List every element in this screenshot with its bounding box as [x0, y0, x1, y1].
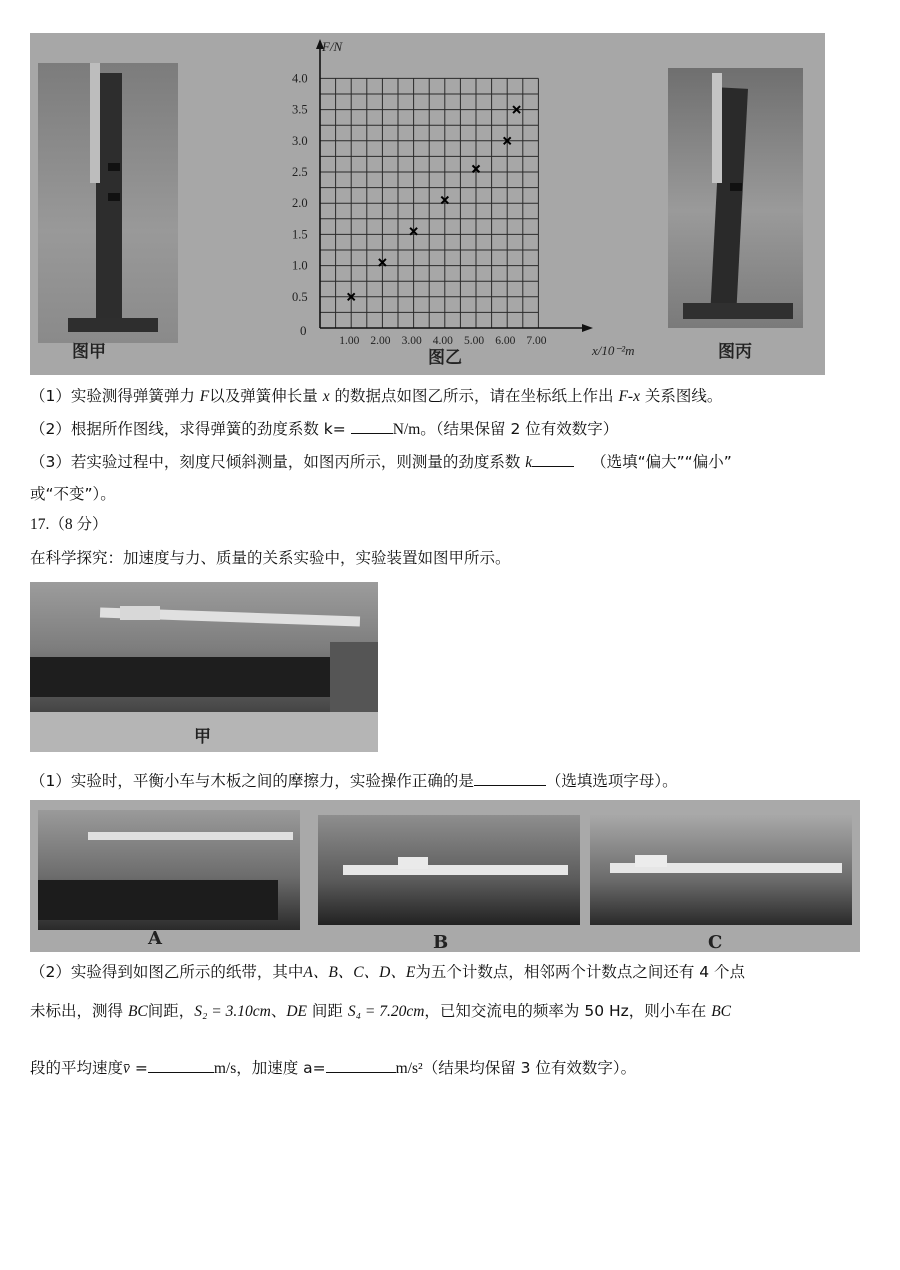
q17-part2-line2: 未标出，测得 BC间距，S₂ = 3.10cm、DE 间距 S₄ = 7.20cm，已知交流电的频率为 50 Hz，则小车在 BC [30, 1002, 732, 1020]
option-label-b: B [433, 932, 449, 952]
x-tick-label: 6.00 [495, 335, 516, 347]
x-tick-label: 1.00 [339, 335, 360, 347]
q17-intro: 在科学探究：加速度与力、质量的关系实验中，实验装置如图甲所示。 [30, 549, 511, 567]
q17-part2-line3: 段的平均速度v̄ = m/s，加速度 a= m/s²（结果均保留 3 位有效数字）。 [30, 1059, 637, 1077]
caption-cart-jia: 甲 [194, 727, 211, 747]
q16-part2: （2）根据所作图线，求得弹簧的劲度系数 k= N/m。（结果保留 2 位有效数字） [30, 420, 619, 438]
photo-apparatus-bing [668, 68, 803, 328]
y-tick-label: 1.0 [292, 258, 308, 273]
x-tick-label: 7.00 [526, 335, 547, 347]
x-tick-label: 4.00 [432, 335, 453, 347]
y-tick-label: 2.5 [292, 165, 308, 179]
x-tick-label: 2.00 [370, 335, 391, 347]
x-axis-arrow [582, 324, 593, 332]
photo-cart-apparatus-jia [30, 582, 378, 752]
caption-jia: 图甲 [72, 342, 106, 362]
y-tick-label: 3.0 [292, 133, 308, 148]
x-tick-label: 3.00 [401, 335, 422, 347]
option-b-photo[interactable] [318, 815, 580, 925]
y-tick-label: 0.5 [292, 289, 308, 304]
x-axis-label: x/10⁻²m [592, 343, 635, 358]
option-label-c: C [708, 932, 723, 952]
q17-header: 17.（8 分） [30, 516, 108, 533]
y-tick-label: 2.0 [292, 196, 308, 211]
q16-part3-cont: 或“不变”）。 [30, 485, 116, 503]
x-tick-label: 5.00 [464, 335, 485, 347]
graph-f-x [260, 33, 640, 375]
caption-bing: 图丙 [718, 342, 752, 362]
q16-part3: （3）若实验过程中，刻度尺倾斜测量，如图丙所示，则测量的劲度系数 k （选填“偏大”“偏小” [30, 453, 732, 471]
origin-label: 0 [300, 323, 307, 338]
answer-blank-k[interactable] [351, 419, 393, 434]
answer-blank-acceleration[interactable] [326, 1058, 396, 1073]
answer-blank-option[interactable] [474, 771, 546, 786]
y-tick-label: 1.5 [292, 227, 308, 242]
caption-yi: 图乙 [428, 348, 462, 368]
y-tick-label: 4.0 [292, 71, 308, 86]
photo-apparatus-jia [38, 63, 178, 343]
answer-blank-velocity[interactable] [148, 1058, 214, 1073]
option-a-photo[interactable] [38, 810, 300, 930]
q16-part1: （1）实验测得弹簧弹力 F以及弹簧伸长量 x 的数据点如图乙所示，请在坐标纸上作出 F-x 关系图线。 [30, 387, 723, 405]
q17-part2-line1: （2）实验得到如图乙所示的纸带，其中A、B、C、D、E为五个计数点，相邻两个计数点之间还有 4 个点 [30, 963, 746, 981]
q17-part1: （1）实验时，平衡小车与木板之间的摩擦力，实验操作正确的是 （选填选项字母）。 [30, 772, 678, 790]
options-photo-strip [30, 800, 860, 952]
answer-blank-k-change[interactable] [532, 452, 574, 467]
figure-strip-top [30, 33, 825, 375]
option-label-a: A [148, 928, 162, 949]
option-c-photo[interactable] [590, 815, 852, 925]
y-tick-label: 3.5 [292, 102, 308, 117]
y-axis-label: F/N [322, 39, 343, 54]
